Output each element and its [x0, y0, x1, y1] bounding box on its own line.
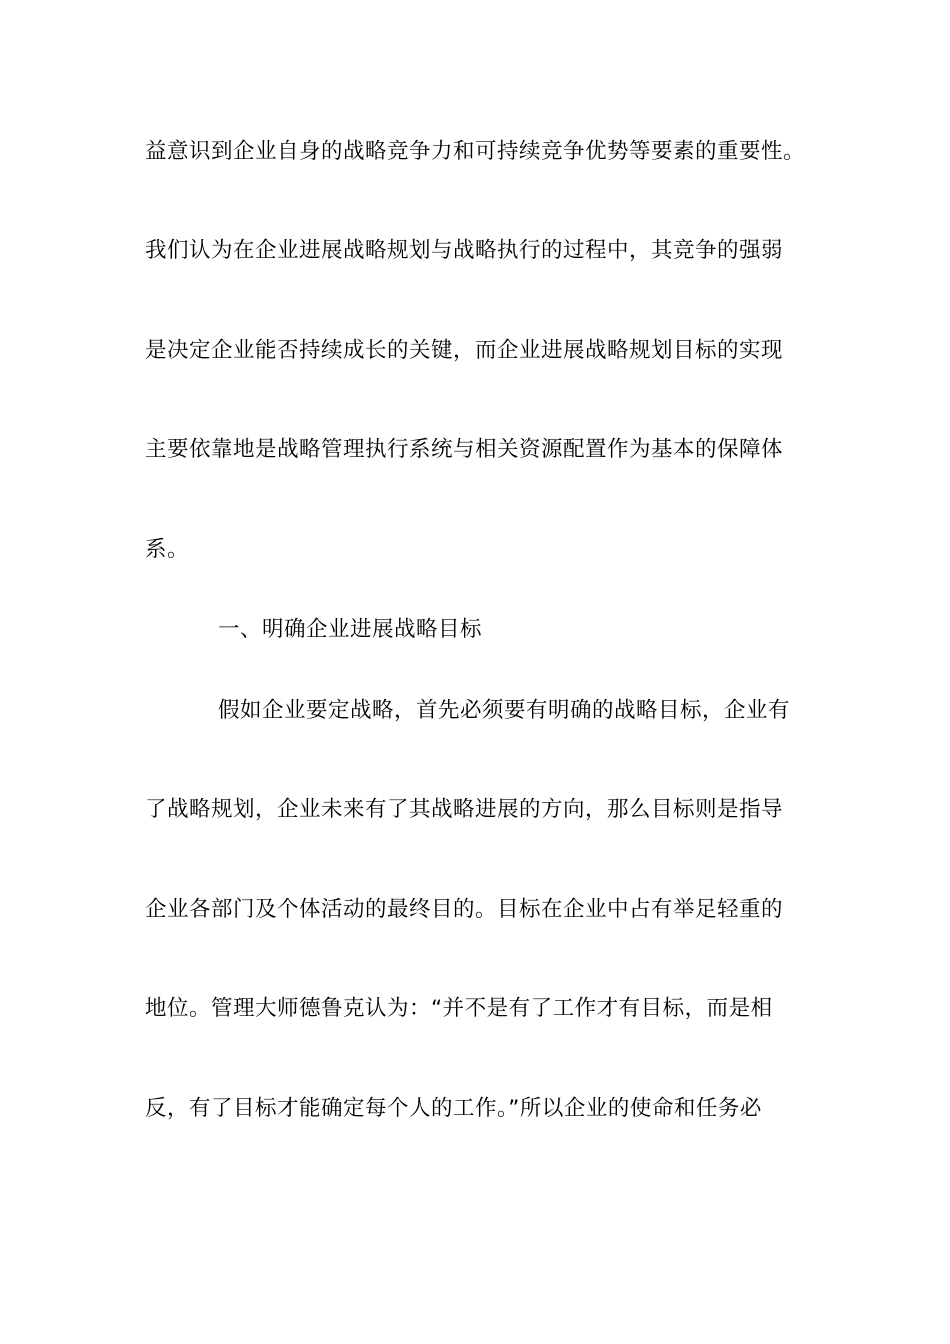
body-text-line: 我们认为在企业进展战略规划与战略执行的过程中，其竞争的强弱 — [145, 238, 784, 263]
body-text-line: 系。 — [145, 537, 190, 562]
section-heading: 一、明确企业进展战略目标 — [218, 617, 483, 642]
body-text-line: 是决定企业能否持续成长的关键，而企业进展战略规划目标的实现 — [145, 338, 784, 363]
body-text-line: 主要依靠地是战略管理执行系统与相关资源配置作为基本的保障体 — [145, 437, 784, 462]
body-text-line: 反，有了目标才能确定每个人的工作。”所以企业的使命和任务必 — [145, 1096, 762, 1121]
body-text-line: 地位。管理大师德鲁克认为：“并不是有了工作才有目标，而是相 — [145, 996, 773, 1021]
body-text-line: 企业各部门及个体活动的最终目的。目标在企业中占有举足轻重的 — [145, 897, 784, 922]
paragraph-first-line: 假如企业要定战略，首先必须要有明确的战略目标，企业有 — [218, 698, 791, 723]
body-text-line: 了战略规划，企业未来有了其战略进展的方向，那么目标则是指导 — [145, 797, 784, 822]
body-text-line: 益意识到企业自身的战略竞争力和可持续竞争优势等要素的重要性。 — [145, 139, 806, 164]
